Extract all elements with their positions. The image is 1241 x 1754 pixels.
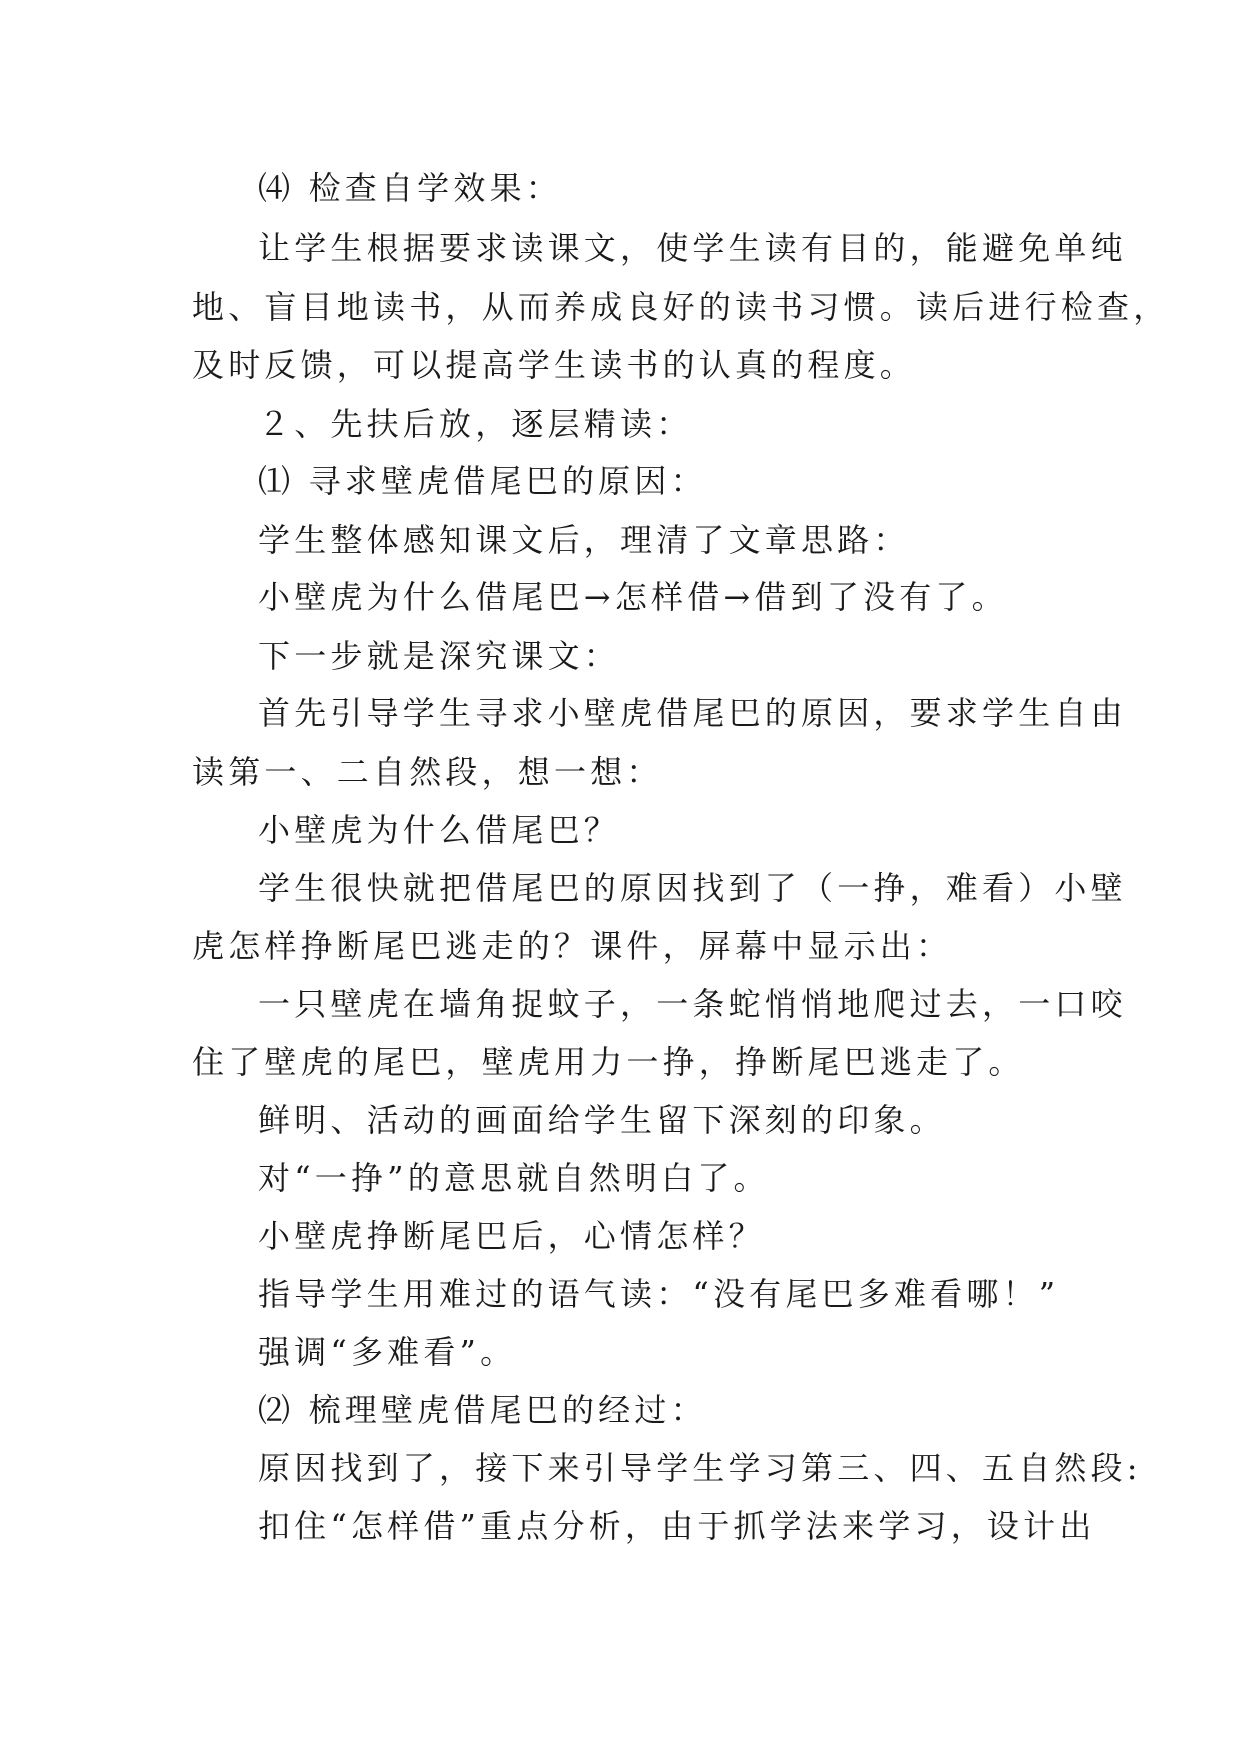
text-line-4: 及时反馈，可以提高学生读书的认真的程度。 [192,346,917,384]
text-line-5: ２、先扶后放，逐层精读： [258,405,693,443]
text-line-2: 让学生根据要求读课文，使学生读有目的，能避免单纯 [258,229,1127,267]
text-line-10: 首先引导学生寻求小壁虎借尾巴的原因，要求学生自由 [258,694,1127,732]
text-line-24: 扣住“怎样借”重点分析，由于抓学法来学习，设计出 [258,1507,1096,1545]
text-line-13: 学生很快就把借尾巴的原因找到了（一挣，难看）小壁 [258,869,1127,907]
text-line-19: 小壁虎挣断尾巴后，心情怎样？ [258,1217,765,1255]
text-line-18: 对“一挣”的意思就自然明白了。 [258,1159,770,1197]
text-line-16: 住了壁虎的尾巴，壁虎用力一挣，挣断尾巴逃走了。 [192,1043,1025,1081]
text-line-3: 地、盲目地读书，从而养成良好的读书习惯。读后进行检查， [192,288,1170,326]
text-line-6: ⑴ 寻求壁虎借尾巴的原因： [258,462,707,500]
text-line-11: 读第一、二自然段，想一想： [192,753,663,791]
text-line-15: 一只壁虎在墙角捉蚊子，一条蛇悄悄地爬过去，一口咬 [258,985,1127,1023]
text-line-9: 下一步就是深究课文： [258,637,621,675]
text-line-1: ⑷ 检查自学效果： [258,169,562,207]
text-line-7: 学生整体感知课文后，理清了文章思路： [258,521,910,559]
text-line-8: 小壁虎为什么借尾巴→怎样借→借到了没有了。 [258,578,1008,616]
text-line-14: 虎怎样挣断尾巴逃走的？课件，屏幕中显示出： [192,927,953,965]
text-line-17: 鲜明、活动的画面给学生留下深刻的印象。 [258,1101,946,1139]
text-line-20: 指导学生用难过的语气读：“没有尾巴多难看哪！” [258,1275,1060,1313]
text-line-22: ⑵ 梳理壁虎借尾巴的经过： [258,1391,707,1429]
text-line-23: 原因找到了，接下来引导学生学习第三、四、五自然段: [258,1449,1142,1487]
text-line-21: 强调“多难看”。 [258,1333,517,1371]
text-line-12: 小壁虎为什么借尾巴？ [258,811,621,849]
